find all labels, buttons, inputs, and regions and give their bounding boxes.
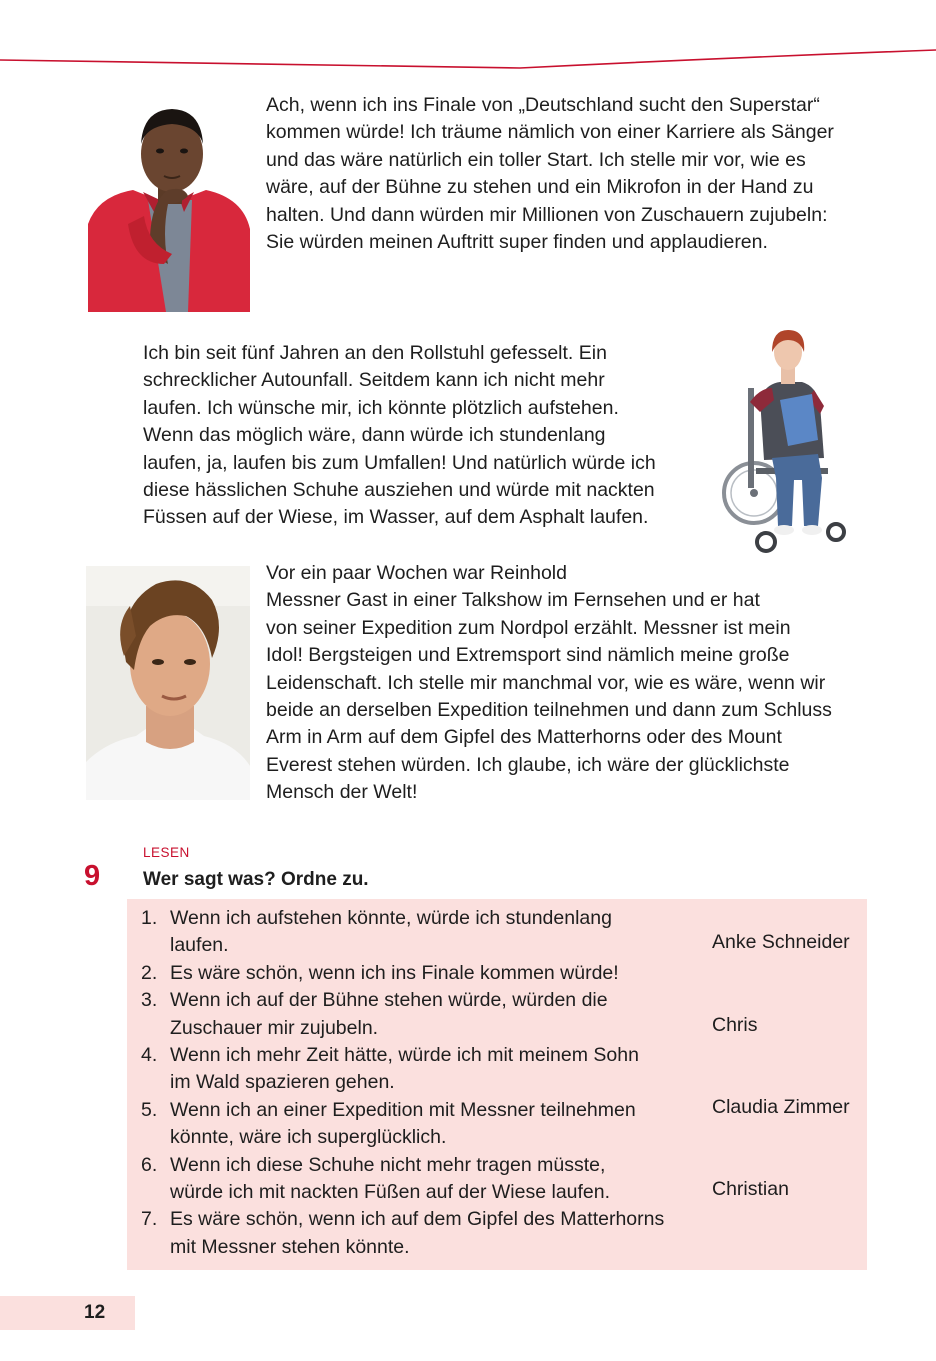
text-line: laufen. Ich wünsche mir, ich könnte plötzlich aufstehen. — [143, 396, 619, 419]
item-text: Wenn ich aufstehen könnte, würde ich stundenlang — [170, 907, 612, 929]
text-line: Everest stehen würden. Ich glaube, ich wäre der glücklichste — [266, 753, 790, 776]
text-line: Idol! Bergsteigen und Extremsport sind nämlich meine große — [266, 644, 790, 667]
text-line: kommen würde! Ich träume nämlich von einer Karriere als Sänger — [266, 121, 834, 144]
text-line: wäre, auf der Bühne zu stehen und ein Mikrofon in der Hand zu — [266, 176, 814, 199]
exercise-skill-label: LESEN — [143, 845, 190, 860]
item-number: 4. — [141, 1044, 158, 1067]
text-line: Leidenschaft. Ich stelle mir manchmal vor, wie es wäre, wenn wir — [266, 671, 826, 694]
text-line: laufen, ja, laufen bis zum Umfallen! Und natürlich würde ich — [143, 451, 656, 474]
item-text: Wenn ich auf der Bühne stehen würde, würden die — [170, 989, 608, 1012]
list-item — [127, 1152, 664, 1207]
item-number: 3. — [141, 989, 158, 1012]
statement-list — [127, 905, 664, 1261]
item-text: könnte, wäre ich superglücklich. — [170, 1126, 447, 1149]
person-name: Claudia Zimmer — [712, 1096, 850, 1118]
text-line: Mensch der Welt! — [266, 781, 418, 804]
text-line: diese hässlichen Schuhe ausziehen und würde mit nackten — [143, 479, 655, 502]
text-line: beide an derselben Expedition teilnehmen und dann zum Schluss — [266, 699, 832, 722]
item-number: 7. — [141, 1208, 158, 1231]
item-text: Wenn ich diese Schuhe nicht mehr tragen müsste, — [170, 1153, 606, 1176]
text-line: Sie würden meinen Auftritt super finden und applaudieren. — [266, 231, 768, 254]
person-name: Christian — [712, 1178, 789, 1200]
matching-task-box — [127, 899, 867, 1270]
text-line: Ich bin seit fünf Jahren an den Rollstuhl gefesselt. Ein — [143, 342, 607, 364]
item-text: Es wäre schön, wenn ich ins Finale kommen würde! — [170, 961, 619, 984]
statement-chris — [266, 92, 834, 256]
list-item — [127, 1097, 664, 1152]
statement-claudia — [143, 340, 656, 532]
item-number: 5. — [141, 1098, 158, 1121]
list-item — [127, 960, 664, 987]
item-text: Wenn ich mehr Zeit hätte, würde ich mit meinem Sohn — [170, 1044, 639, 1067]
item-text: mit Messner stehen könnte. — [170, 1235, 410, 1258]
person-name: Anke Schneider — [712, 931, 850, 953]
page-number-tab — [0, 1296, 135, 1330]
item-text: Zuschauer mir zujubeln. — [170, 1016, 379, 1039]
item-text: im Wald spazieren gehen. — [170, 1071, 395, 1094]
list-item — [127, 905, 664, 960]
item-text: laufen. — [170, 934, 229, 957]
list-item — [127, 987, 664, 1042]
page-number: 12 — [84, 1302, 106, 1323]
item-text: würde ich mit nackten Füßen auf der Wiese laufen. — [170, 1181, 611, 1204]
exercise-number: 9 — [84, 860, 101, 892]
item-text: Wenn ich an einer Expedition mit Messner teilnehmen — [170, 1098, 636, 1121]
text-line: und das wäre natürlich ein toller Start. Ich stelle mir vor, wie es — [266, 148, 806, 171]
list-item — [127, 1042, 664, 1097]
item-number: 2. — [141, 961, 158, 984]
photo-young-man-curly-hair — [86, 566, 250, 800]
item-number: 1. — [141, 907, 158, 929]
statement-christian — [266, 560, 832, 807]
person-name: Chris — [712, 1014, 758, 1036]
text-line: Arm in Arm auf dem Gipfel des Matterhorns oder des Mount — [266, 726, 782, 749]
text-line: Vor ein paar Wochen war Reinhold — [266, 562, 567, 584]
photo-young-man-red-hoodie — [88, 104, 250, 312]
text-line: Ach, wenn ich ins Finale von „Deutschland sucht den Superstar“ — [266, 94, 820, 116]
text-line: Füssen auf der Wiese, im Wasser, auf dem Asphalt laufen. — [143, 506, 649, 529]
photo-woman-wheelchair — [720, 328, 862, 560]
list-item — [127, 1206, 664, 1261]
header-rule — [0, 44, 936, 74]
item-number: 6. — [141, 1153, 158, 1176]
text-line: Messner Gast in einer Talkshow im Fernsehen und er hat — [266, 589, 760, 612]
text-line: von seiner Expedition zum Nordpol erzählt. Messner ist mein — [266, 616, 791, 639]
text-line: Wenn das möglich wäre, dann würde ich stundenlang — [143, 424, 606, 447]
text-line: halten. Und dann würden mir Millionen von Zuschauern zujubeln: — [266, 203, 828, 226]
exercise-instruction: Wer sagt was? Ordne zu. — [143, 869, 369, 890]
item-text: Es wäre schön, wenn ich auf dem Gipfel des Matterhorns — [170, 1208, 665, 1231]
text-line: schrecklicher Autounfall. Seitdem kann ich nicht mehr — [143, 369, 605, 392]
